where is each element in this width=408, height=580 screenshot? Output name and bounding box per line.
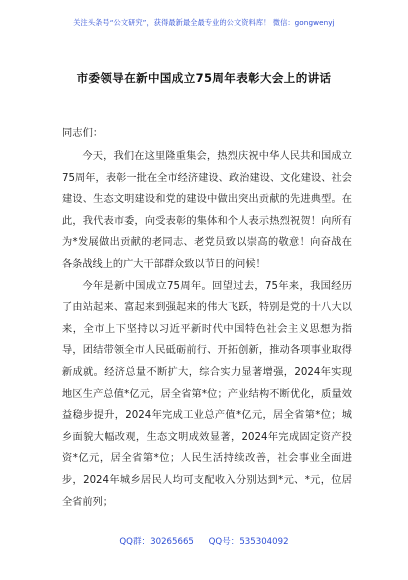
footer-qq-group: QQ群：30265665 (119, 537, 194, 547)
document-title: 市委领导在新中国成立75周年表彰大会上的讲话 (76, 71, 332, 85)
header-promo-text: 关注头条号“公文研究”，获得最新最全最专业的公文资料库！ 微信：gongwenyj (73, 18, 335, 27)
footer-contact (0, 535, 408, 547)
salutation: 同志们： (62, 127, 104, 139)
paragraph-1: 今天，我们在这里隆重集会，热烈庆祝中华人民共和国成立75周年，表彰一批在全市经济建设、政治建设、文化建设、社会建设、生态文明建设和党的建设中做出突出贡献的先进典型。在此，我代表市委，向受表彰的集体和个人表示热烈祝贺！向所有为*发展做出贡献的老同志、老党员致以崇高的敬意！向奋战在各条战线上的广大干部群众致以节日的问候！ (62, 151, 352, 270)
footer-qq-number: QQ号：535304092 (208, 537, 289, 547)
paragraph-2: 今年是新中国成立75周年。回望过去，75年来，我国经历了由站起来、富起来到强起来的伟大飞跃，特别是党的十八大以来，全市上下坚持以习近平新时代中国特色社会主义思想为指导，团结带领全市人民砥砺前行、开拓创新，推动各项事业取得新成就。经济总量不断扩大，综合实力显著增强，2024年实现地区生产总值*亿元，居全省第*位；产业结构不断优化，质量效益稳步提升，2024年完成工业总产值*亿元，居全省第*位；城乡面貌大幅改观，生态文明成效显著，2024年完成固定资产投资*亿元，居全省第*位；人民生活持续改善，社会事业全面进步，2024年城乡居民人均可支配收入分别达到*元、*元，位居全省前列； (62, 280, 352, 508)
document-body (62, 146, 352, 513)
